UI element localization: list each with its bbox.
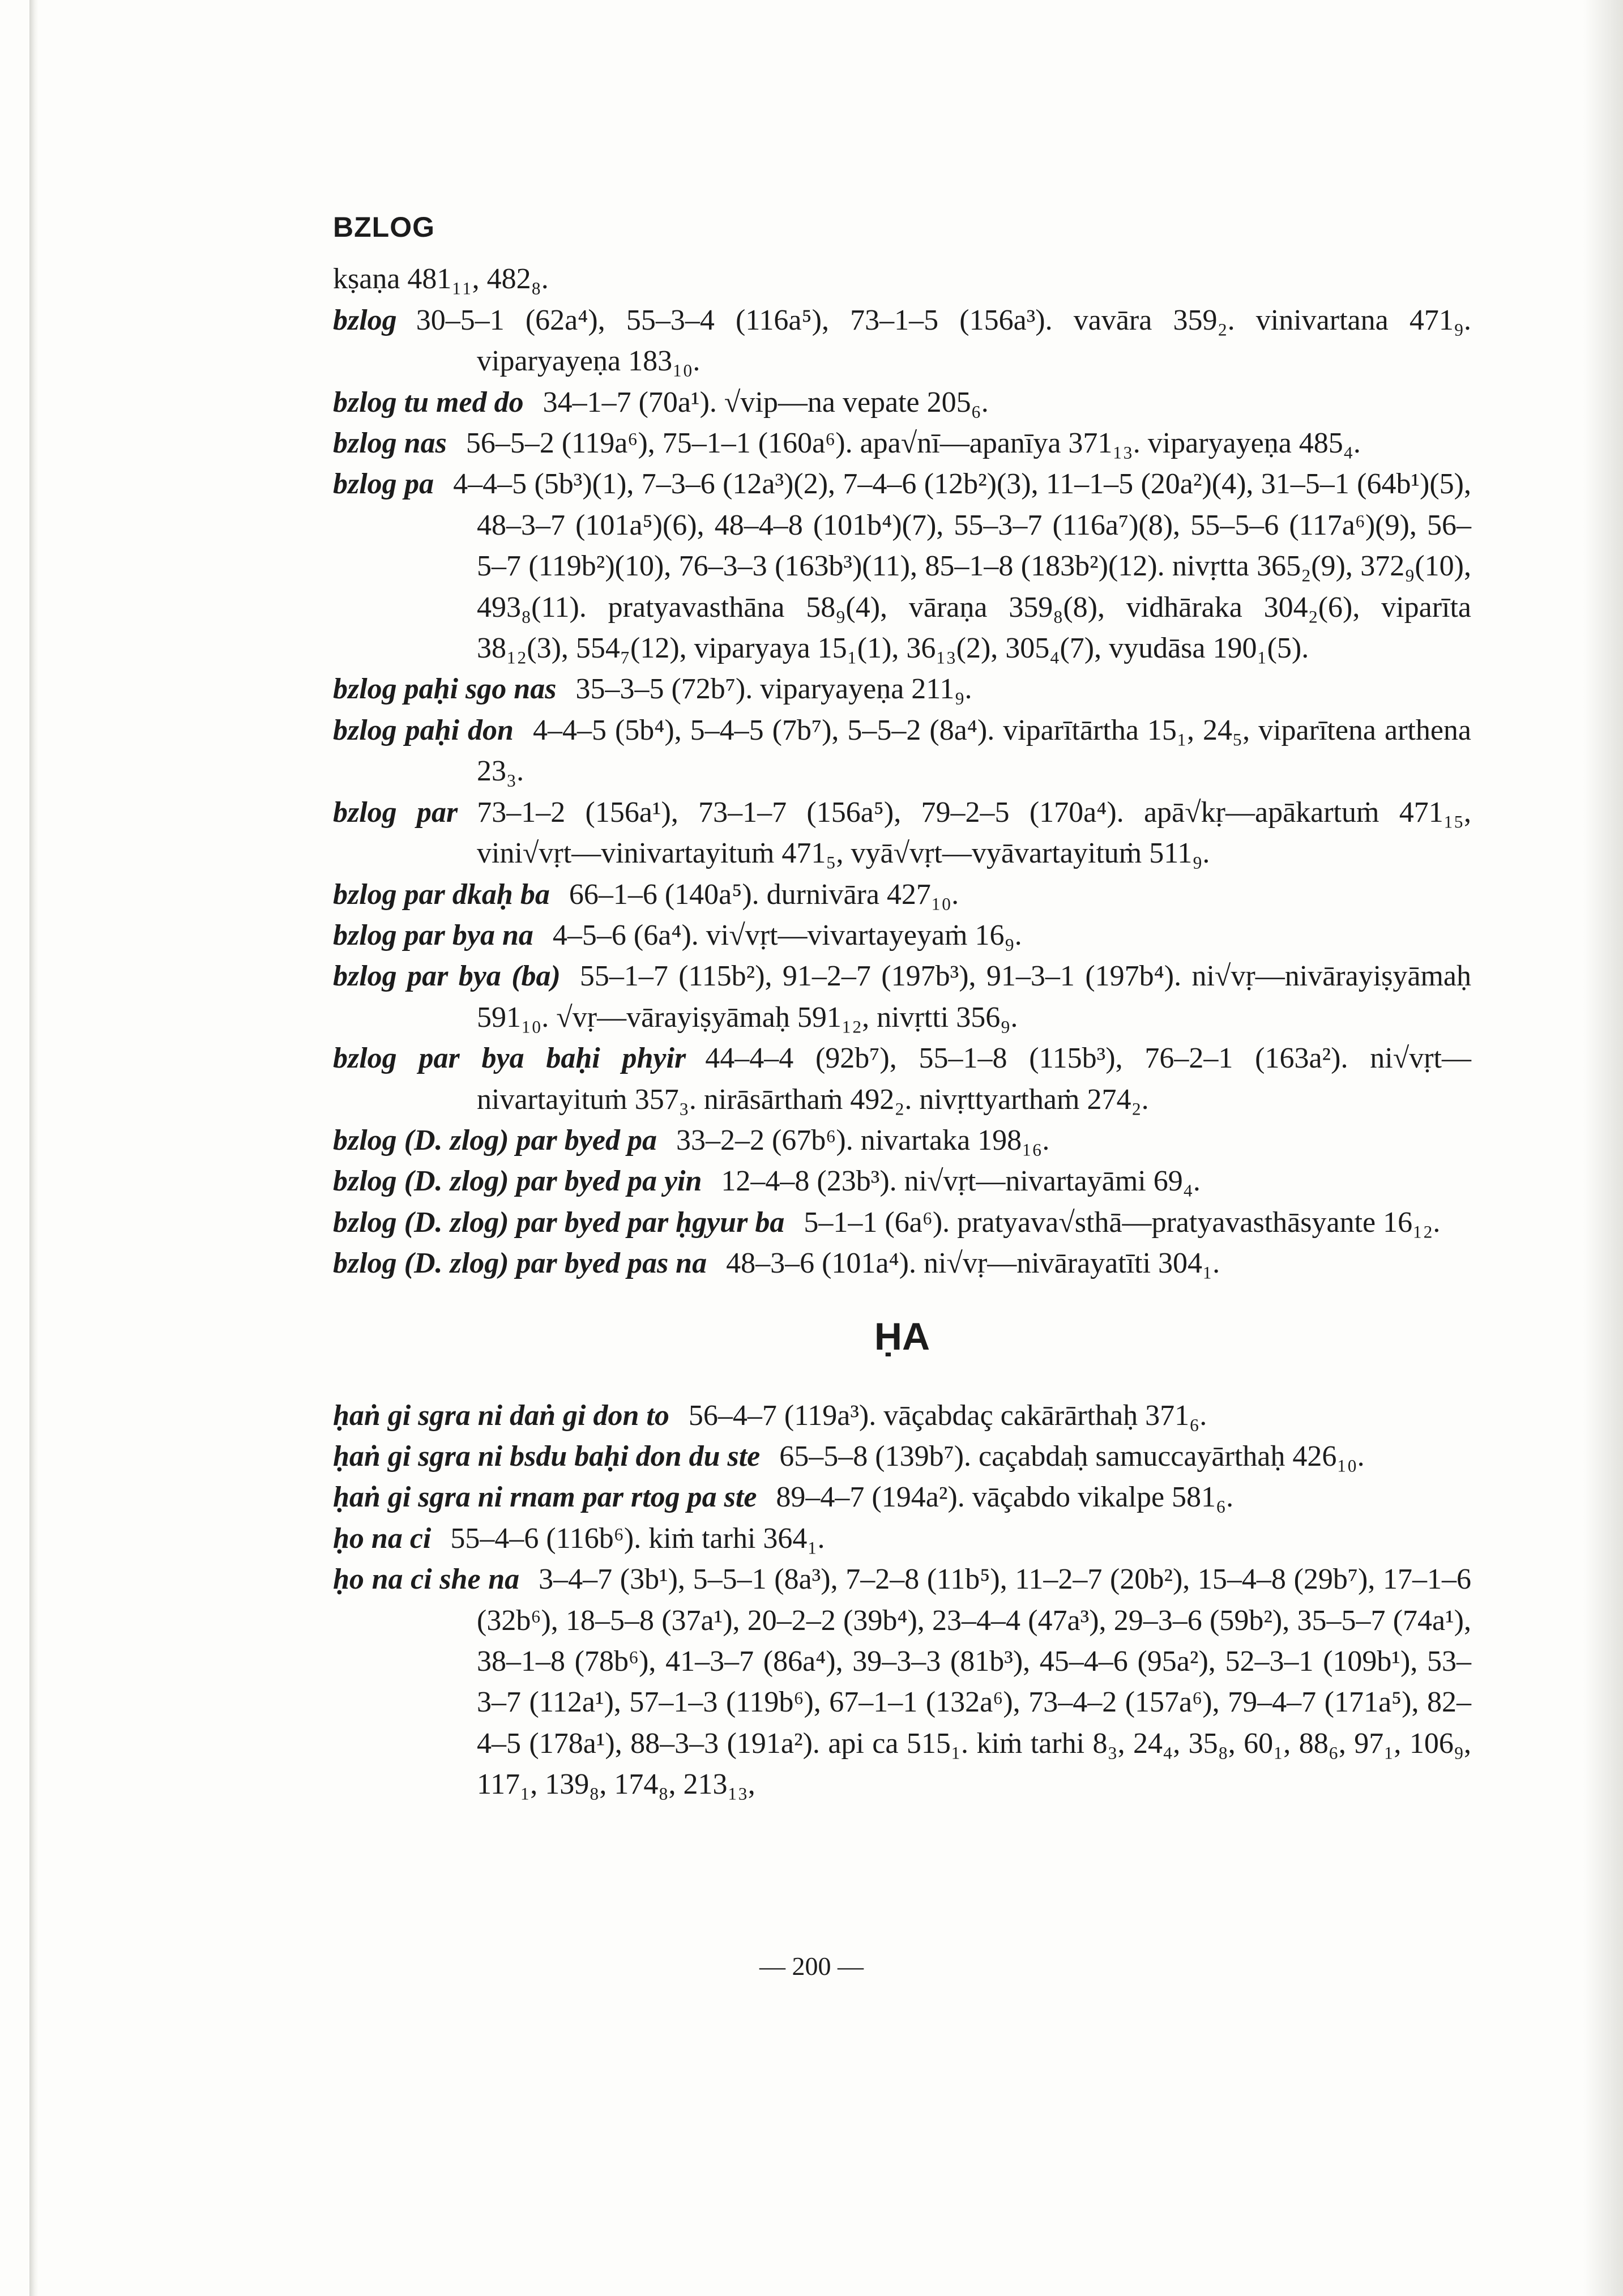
entry-references: 48–3–6 (101a⁴). ni√vṛ—nivārayatīti 304₁. [726, 1247, 1220, 1280]
dictionary-entry [333, 792, 1471, 874]
entry-headword: bzlog par bya (ba) [333, 960, 561, 993]
dictionary-entry [333, 1161, 1471, 1202]
page-number: — 200 — [759, 1952, 864, 1981]
entry-headword: bzlog par [333, 796, 458, 829]
entry-headword: bzlog pa [333, 468, 434, 501]
dictionary-page [333, 207, 1471, 1806]
dictionary-entry [333, 1559, 1471, 1805]
dictionary-entry [333, 1038, 1471, 1120]
dictionary-entry [333, 956, 1471, 1038]
dictionary-entry [333, 464, 1471, 669]
entry-headword: bzlog (D. zlog) par byed par ḥgyur ba [333, 1206, 785, 1239]
entry-references: 66–1–6 (140a⁵). durnivāra 427₁₀. [569, 878, 959, 911]
entry-headword: bzlog (D. zlog) par byed pa yin [333, 1165, 702, 1198]
dictionary-entry [333, 259, 1471, 300]
entry-references: 30–5–1 (62a⁴), 55–3–4 (116a⁵), 73–1–5 (156a³). vavāra 359₂. vinivartana 471₉. viparyayeṇa 183₁₀. [416, 304, 1471, 378]
entry-references: kṣaṇa 481₁₁, 482₈. [333, 263, 549, 296]
entry-references: 4–5–6 (6a⁴). vi√vṛt—vivartayeyaṁ 16₉. [552, 919, 1022, 951]
dictionary-entry [333, 1243, 1471, 1284]
entry-headword: bzlog nas [333, 427, 447, 460]
entry-references: 56–5–2 (119a⁶), 75–1–1 (160a⁶). apa√nī—apanīya 371₁₃. viparyayeṇa 485₄. [465, 427, 1361, 460]
entry-headword: ḥaṅ gi sgra ni daṅ gi don to [333, 1399, 669, 1432]
entry-headword: bzlog par dkaḥ ba [333, 878, 550, 911]
entry-references: 3–4–7 (3b¹), 5–5–1 (8a³), 7–2–8 (11b⁵), 11–2–7 (20b²), 15–4–8 (29b⁷), 17–1–6 (32b⁶), 18–5–8 (37a¹), 20–2–2 (39b⁴), 23–4–4 (47a³), 29–3–6 (59b²), 35–5–7 (74a¹), 38–1–8 (78b⁶), 41–3–7 (86a⁴), 39–3–3 (81b³), 45–4–6 (95a²), 52–3–1 (109b¹), 53–3–7 (112a¹), 57–1–3 (119b⁶), 67–1–1 (132a⁶), 73–4–2 (157a⁶), 79–4–7 (171a⁵), 82–4–5 (178a¹), 88–3–3 (191a²). api ca 515₁. kiṁ tarhi 8₃, 24₄, 35₈, 60₁, 88₆, 97₁, 106₉, 117₁, 139₈, 174₈, 213₁₃, [477, 1563, 1471, 1801]
entry-list-ha [333, 1395, 1471, 1806]
entry-headword: bzlog par bya na [333, 919, 533, 951]
dictionary-entry [333, 1436, 1471, 1477]
dictionary-entry [333, 710, 1471, 792]
entry-headword: ḥo na ci [333, 1522, 432, 1555]
entry-references: 65–5–8 (139b⁷). caçabdaḥ samuccayārthaḥ 426₁₀. [779, 1440, 1365, 1473]
entry-references: 12–4–8 (23b³). ni√vṛt—nivartayāmi 69₄. [721, 1165, 1201, 1198]
entry-headword: bzlog [333, 304, 397, 336]
entry-headword: bzlog tu med do [333, 386, 524, 419]
entry-references: 73–1–2 (156a¹), 73–1–7 (156a⁵), 79–2–5 (170a⁴). apā√kṛ—apākartuṁ 471₁₅, vini√vṛt—vinivartayituṁ 471₅, vyā√vṛt—vyāvartayituṁ 511₉. [477, 796, 1471, 870]
dictionary-entry [333, 1120, 1471, 1161]
dictionary-entry [333, 423, 1471, 464]
entry-headword: ḥo na ci she na [333, 1563, 520, 1596]
entry-references: 89–4–7 (194a²). vāçabdo vikalpe 581₆. [776, 1481, 1234, 1514]
dictionary-entry [333, 300, 1471, 382]
dictionary-entry [333, 874, 1471, 915]
dictionary-entry [333, 1518, 1471, 1559]
entry-references: 34–1–7 (70a¹). √vip—na vepate 205₆. [543, 386, 989, 419]
dictionary-entry [333, 1395, 1471, 1436]
running-header: BZLOG [333, 211, 435, 243]
entry-references: 5–1–1 (6a⁶). pratyava√sthā—pratyavasthāsyante 16₁₂. [804, 1206, 1441, 1239]
entry-references: 4–4–5 (5b³)(1), 7–3–6 (12a³)(2), 7–4–6 (12b²)(3), 11–1–5 (20a²)(4), 31–5–1 (64b¹)(5), 48–3–7 (101a⁵)(6), 48–4–8 (101b⁴)(7), 55–3–7 (116a⁷)(8), 55–5–6 (117a⁶)(9), 56–5–7 (119b²)(10), 76–3–3 (163b³)(11), 85–1–8 (183b²)(12). nivṛtta 365₂(9), 372₉(10), 493₈(11). pratyavasthāna 58₉(4), vāraṇa 359₈(8), vidhāraka 304₂(6), viparīta 38₁₂(3), 554₇(12), viparyaya 15₁(1), 36₁₃(2), 305₄(7), vyudāsa 190₁(5). [453, 468, 1472, 665]
entry-headword: bzlog (D. zlog) par byed pas na [333, 1247, 707, 1280]
dictionary-entry [333, 669, 1471, 710]
dictionary-entry [333, 915, 1471, 956]
entry-references: 56–4–7 (119a³). vāçabdaç cakārārthaḥ 371₆. [688, 1399, 1207, 1432]
entry-references: 55–4–6 (116b⁶). kiṁ tarhi 364₁. [450, 1522, 825, 1555]
entry-headword: bzlog (D. zlog) par byed pa [333, 1124, 657, 1156]
entry-references: 55–1–7 (115b²), 91–2–7 (197b³), 91–3–1 (197b⁴). ni√vṛ—nivārayiṣyāmaḥ 591₁₀. √vṛ—vārayiṣyāmaḥ 591₁₂, nivṛtti 356₉. [477, 960, 1471, 1034]
entry-references: 33–2–2 (67b⁶). nivartaka 198₁₆. [676, 1124, 1050, 1156]
entry-references: 35–3–5 (72b⁷). viparyayeṇa 211₉. [575, 673, 972, 706]
entry-list-bzlog [333, 259, 1471, 1284]
entry-headword: ḥaṅ gi sgra ni bsdu baḥi don du ste [333, 1440, 761, 1473]
entry-headword: ḥaṅ gi sgra ni rnam par rtog pa ste [333, 1481, 757, 1514]
dictionary-entry [333, 1477, 1471, 1518]
entry-references: 44–4–4 (92b⁷), 55–1–8 (115b³), 76–2–1 (163a²). ni√vṛt—nivartayituṁ 357₃. nirāsārthaṁ 492₂. nivṛttyarthaṁ 274₂. [477, 1042, 1471, 1116]
dictionary-entry [333, 382, 1471, 423]
section-heading: ḤA [874, 1315, 930, 1358]
dictionary-entry [333, 1202, 1471, 1243]
entry-references: 4–4–5 (5b⁴), 5–4–5 (7b⁷), 5–5–2 (8a⁴). viparītārtha 15₁, 24₅, viparītena arthena 23₃. [477, 714, 1471, 788]
entry-headword: bzlog paḥi sgo nas [333, 673, 557, 706]
entry-headword: bzlog par bya baḥi phyir [333, 1042, 686, 1075]
entry-headword: bzlog paḥi don [333, 714, 514, 746]
